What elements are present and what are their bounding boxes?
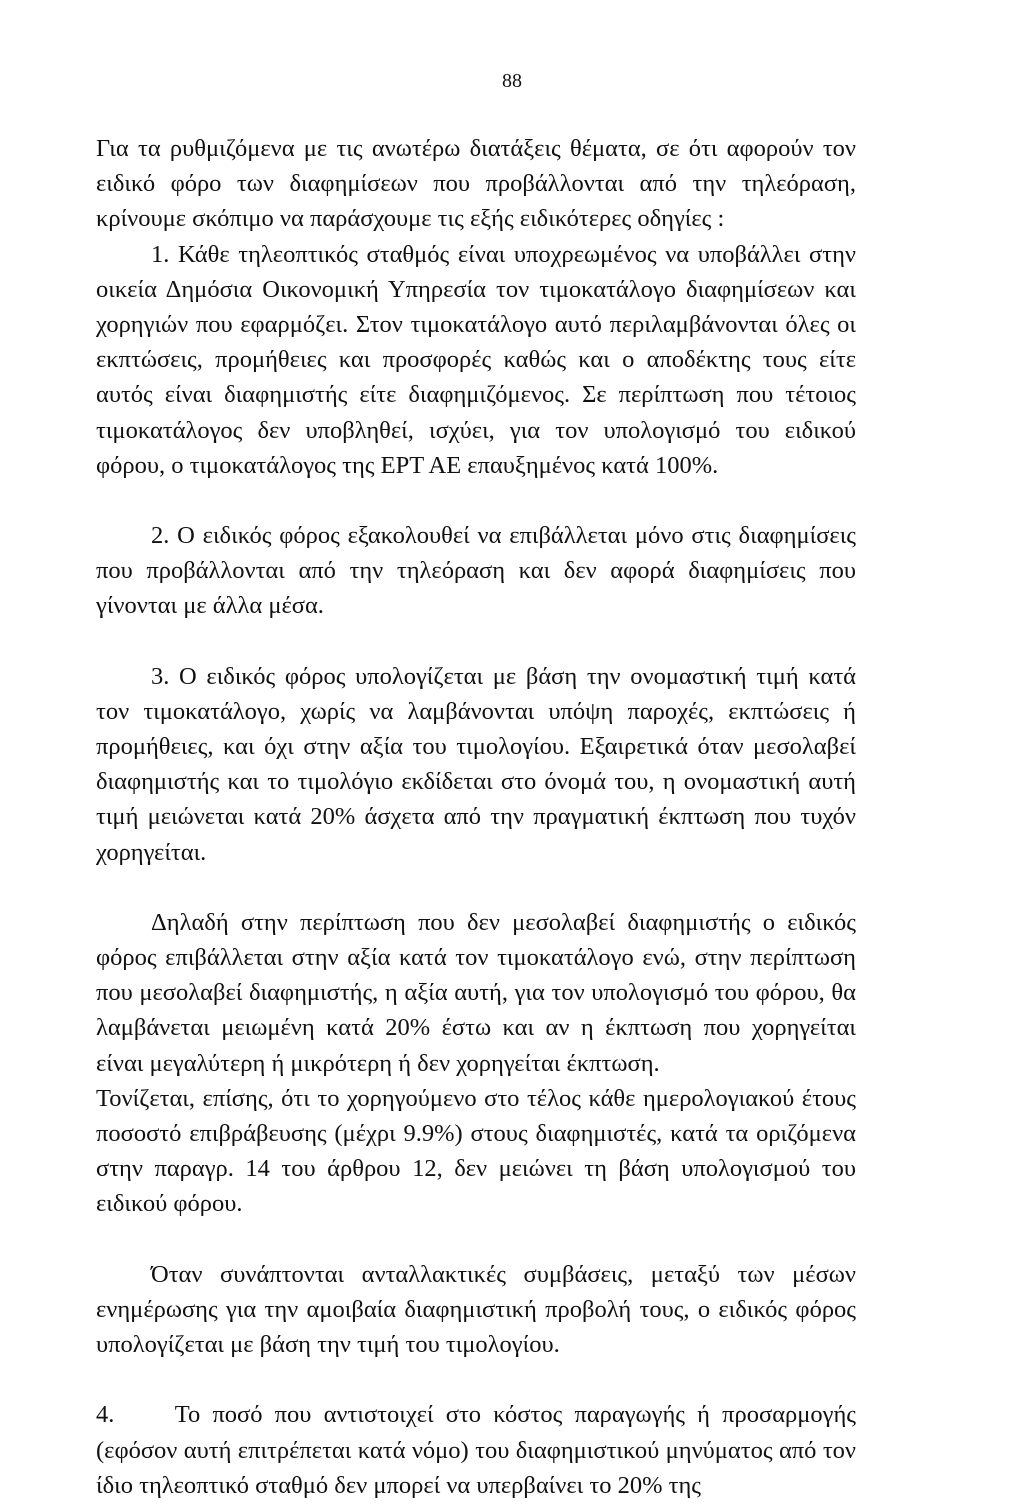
section-2-paragraph: 2. Ο ειδικός φόρος εξακολουθεί να επιβάλλεται μόνο στις διαφημίσεις που προβάλλονται από την τηλεόραση και δεν αφορά διαφημίσεις που γίνονται με άλλα μέσα. [96,522,856,620]
section-2 [96,518,856,624]
section-1 [96,237,856,483]
barter-contracts [96,1257,856,1363]
intro-paragraph: Για τα ρυθμιζόμενα με τις ανωτέρω διατάξεις θέματα, σε ότι αφορούν τον ειδικό φόρο των διαφημίσεων που προβάλλονται από την τηλεόραση, κρίνουμε σκόπιμο να παράσχουμε τις εξής ειδικότερες οδηγίες : [96,135,856,233]
section-1-paragraph: 1. Κάθε τηλεοπτικός σταθμός είναι υποχρεωμένος να υποβάλλει στην οικεία Δημόσια Οικονομική Υπηρεσία τον τιμοκατάλογο διαφημίσεων και χορηγιών που εφαρμόζει. Στον τιμοκατάλογο αυτό περιλαμβάνονται όλες οι εκπτώσεις, προμήθειες και προσφορές καθώς και ο αποδέκτης τους είτε αυτός είναι διαφημιστής είτε διαφημιζόμενος. Σε περίπτωση που τέτοιος τιμοκατάλογος δεν υποβληθεί, ισχύει, για τον υπολογισμό του ειδικού φόρου, ο τιμοκατάλογος της ΕΡΤ ΑΕ επαυξημένος κατά 100%. [96,240,856,479]
section-3-paragraph: 3. Ο ειδικός φόρος υπολογίζεται με βάση την ονομαστική τιμή κατά τον τιμοκατάλογο, χωρίς να λαμβάνονται υπόψη παροχές, εκπτώσεις ή προμήθειες, και όχι στην αξία του τιμολογίου. Εξαιρετικά όταν μεσολαβεί διαφημιστής και το τιμολόγιο εκδίδεται στο όνομά του, η ονομαστική αυτή τιμή μειώνεται κατά 20% άσχετα από την πραγματική έκπτωση που τυχόν χορηγείται. [96,662,856,866]
section-3 [96,659,856,870]
document-body [96,131,863,1503]
section-4-paragraph: 4. Το ποσό που αντιστοιχεί στο κόστος παραγωγής ή προσαρμογής (εφόσον αυτή επιτρέπεται κατά νόμο) του διαφημιστικού μηνύματος από τον ίδιο τηλεοπτικό σταθμό δεν μπορεί να υπερβαίνει το 20% της [96,1401,863,1499]
emphasis-paragraph: Τονίζεται, επίσης, ότι το χορηγούμενο στο τέλος κάθε ημερολογιακού έτους ποσοστό επιβράβευσης (μέχρι 9.9%) στους διαφημιστές, κατά τα οριζόμενα στην παραγρ. 14 του άρθρου 12, δεν μειώνει τη βάση υπολογισμού του ειδικού φόρου. [96,1084,856,1218]
clarification-paragraph: Δηλαδή στην περίπτωση που δεν μεσολαβεί διαφημιστής ο ειδικός φόρος επιβάλλεται στην αξία κατά τον τιμοκατάλογο ενώ, στην περίπτωση που μεσολαβεί διαφημιστής, η αξία αυτή, για τον υπολογισμό του φόρου, θα λαμβάνεται μειωμένη κατά 20% έστω και αν η έκπτωση που χορηγείται είναι μεγαλύτερη ή μικρότερη ή δεν χορηγείται έκπτωση. [96,908,856,1077]
barter-paragraph: Όταν συνάπτονται ανταλλακτικές συμβάσεις, μεταξύ των μέσων ενημέρωσης για την αμοιβαία διαφημιστική προβολή τους, ο ειδικός φόρος υπολογίζεται με βάση την τιμή του τιμολογίου. [96,1260,856,1359]
section-4 [96,1397,863,1503]
section-3-clarification [96,905,856,1222]
page-number: 88 [502,70,522,92]
